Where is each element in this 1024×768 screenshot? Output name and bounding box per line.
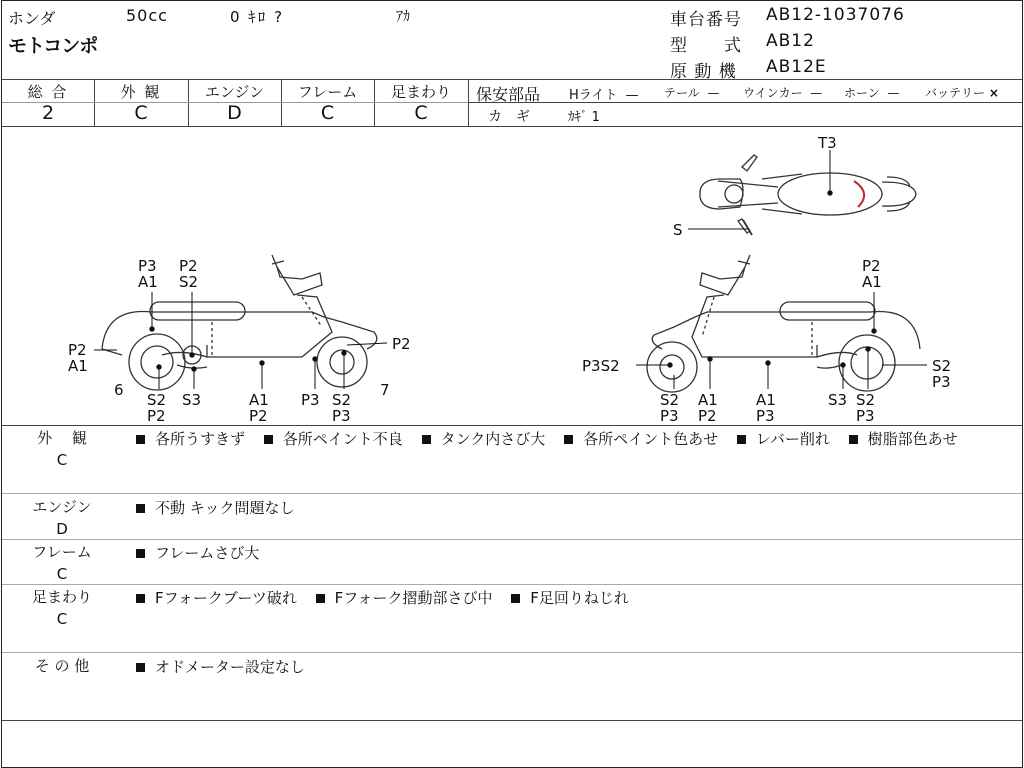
label: S2 (932, 357, 952, 375)
note-suspension-title: 足まわり C (31, 588, 92, 628)
label: P3 (660, 407, 679, 425)
key-value: ｶｷﾞ 1 (568, 110, 600, 125)
label: P2 (698, 407, 717, 425)
label: 6 (114, 381, 124, 399)
label: A1 (249, 391, 269, 409)
engine-value: AB12E (766, 57, 827, 77)
grade-engine-label: エンジン (204, 83, 265, 101)
damage-diagram (2, 127, 1024, 425)
label: P2 (392, 335, 411, 353)
label: S2 (332, 391, 352, 409)
top-view-scooter (700, 155, 916, 235)
model-name: モトコンポ (8, 35, 98, 57)
label: P2 (68, 341, 87, 359)
note-suspension-items: Fフォークブーツ破れ Fフォーク摺動部さび中 F足回りねじれ (136, 587, 629, 608)
safety-winker: ウインカー — (743, 86, 823, 100)
label: P3 (301, 391, 320, 409)
safety-horn: ホーン — (844, 86, 900, 100)
frame-no: AB12-1037076 (766, 5, 905, 25)
label: A1 (138, 273, 158, 291)
divider (2, 539, 1022, 540)
engine-label: 原 動 機 (670, 62, 737, 82)
label: P2 (179, 257, 198, 275)
note-other-items: オドメーター設定なし (136, 656, 305, 677)
safety-title: 保安部品 (476, 85, 541, 104)
grade-suspension-value: C (414, 102, 428, 124)
key-label: カ ギ (488, 109, 530, 125)
note-frame-items: フレームさび大 (136, 542, 259, 563)
label: A1 (68, 357, 88, 375)
note-engine-items: 不動 キック問題なし (136, 497, 294, 518)
label: P3 (332, 407, 351, 425)
label: P3 (756, 407, 775, 425)
note-exterior-title: 外 観 C (37, 429, 87, 469)
label: P3 (856, 407, 875, 425)
label: P3 (932, 373, 951, 391)
divider (2, 584, 1022, 585)
inspection-sheet (1, 0, 1023, 768)
note-frame-title: フレーム C (32, 543, 92, 583)
type-label: 型 式 (670, 36, 742, 56)
divider (2, 652, 1022, 653)
label: P2 (249, 407, 268, 425)
diagram-labels (68, 134, 951, 425)
mileage: 0 ｷﾛ ? (230, 8, 285, 26)
divider (2, 720, 1022, 721)
divider (2, 79, 1022, 80)
grade-exterior-value: C (134, 102, 148, 124)
type-value: AB12 (766, 31, 815, 51)
color: ｱｶ (396, 9, 410, 25)
note-other-title: そ の 他 (34, 657, 90, 675)
label: S2 (856, 391, 876, 409)
frame-no-label: 車台番号 (670, 10, 742, 30)
grade-frame-label: フレーム (297, 83, 358, 101)
label-s: S (673, 221, 683, 239)
label: P2 (862, 257, 881, 275)
grade-engine-value: D (227, 102, 242, 124)
label: P3 (138, 257, 157, 275)
grade-total-label: 総 合 (27, 83, 69, 101)
label: A1 (756, 391, 776, 409)
label-t3: T3 (818, 134, 837, 152)
divider (2, 425, 1022, 426)
label: S3 (828, 391, 848, 409)
label: S2 (660, 391, 680, 409)
grade-frame-value: C (320, 102, 335, 124)
divider (2, 493, 1022, 494)
displacement: 50cc (126, 6, 168, 25)
grade-suspension-label: 足まわり (390, 83, 451, 101)
note-exterior-items: 各所うすきず 各所ペイント不良 タンク内さび大 各所ペイント色あせ レバー削れ 樹脂部色あせ (136, 428, 1018, 450)
safety-headlight: Hライト — (569, 88, 639, 103)
maker: ホンダ (8, 9, 56, 28)
safety-tail: テール — (664, 86, 720, 100)
divider (468, 102, 1022, 103)
label: P2 (147, 407, 166, 425)
label: P3S2 (582, 357, 620, 375)
label: S2 (179, 273, 199, 291)
label: 7 (380, 381, 390, 399)
label: A1 (862, 273, 882, 291)
note-engine-title: エンジン D (32, 498, 92, 538)
grade-exterior-label: 外 観 (120, 83, 162, 101)
safety-battery: バッテリー × (925, 86, 999, 100)
label: S3 (182, 391, 202, 409)
grade-total-value: 2 (41, 102, 55, 124)
label: A1 (698, 391, 718, 409)
label: S2 (147, 391, 167, 409)
